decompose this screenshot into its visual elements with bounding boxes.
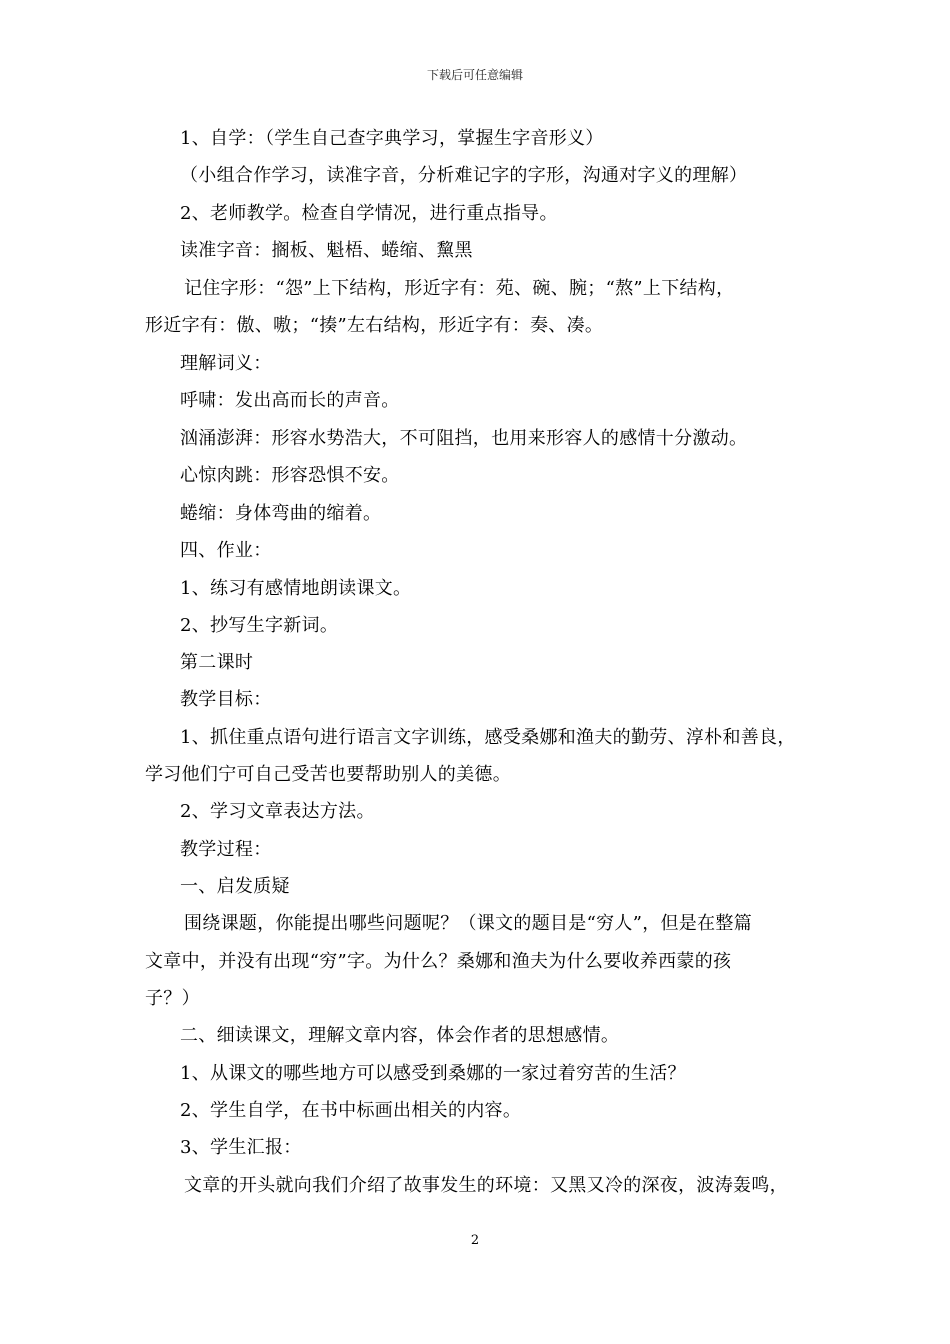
page-number: 2 [470, 1233, 480, 1248]
text-line: 四、作业： [180, 540, 272, 561]
text-line: 呼啸：发出高而长的声音。 [180, 390, 400, 411]
text-line: 教学过程： [180, 839, 272, 860]
text-line: 蜷缩：身体弯曲的缩着。 [180, 503, 382, 524]
text-line: （小组合作学习，读准字音，分析难记字的字形，沟通对字义的理解） [180, 165, 748, 186]
text-line: 记住字形：“怨”上下结构，形近字有：苑、碗、腕；“熬”上下结构， [184, 278, 735, 299]
text-line: 文章的开头就向我们介绍了故事发生的环境：又黑又冷的深夜，波涛轰鸣， [184, 1175, 788, 1196]
text-line: 汹涌澎湃：形容水势浩大，不可阻挡，也用来形容人的感情十分激动。 [180, 428, 748, 449]
text-line: 1、抓住重点语句进行语言文字训练，感受桑娜和渔夫的勤劳、淳朴和善良， [180, 727, 796, 748]
text-line: 文章中，并没有出现“穷”字。为什么？桑娜和渔夫为什么要收养西蒙的孩 [145, 951, 732, 972]
text-line: 3、学生汇报： [180, 1137, 302, 1158]
text-line: 心惊肉跳：形容恐惧不安。 [180, 465, 400, 486]
page-header: 下载后可任意编辑 [426, 68, 523, 82]
text-line: 2、抄写生字新词。 [180, 615, 339, 636]
text-line: 教学目标： [180, 689, 272, 710]
text-line: 1、自学：（学生自己查字典学习，掌握生字音形义） [180, 128, 604, 149]
text-line: 读准字音：搁板、魁梧、蜷缩、黧黑 [180, 240, 473, 261]
text-line: 学习他们宁可自己受苦也要帮助别人的美德。 [145, 764, 511, 785]
text-line: 一、启发质疑 [180, 876, 290, 897]
text-line: 1、从课文的哪些地方可以感受到桑娜的一家过着穷苦的生活？ [180, 1063, 686, 1084]
text-line: 二、细读课文，理解文章内容，体会作者的思想感情。 [180, 1025, 620, 1046]
text-line: 2、学生自学，在书中标画出相关的内容。 [180, 1100, 522, 1121]
text-line: 围绕课题，你能提出哪些问题呢？（课文的题目是“穷人”，但是在整篇 [184, 913, 753, 934]
text-line: 形近字有：傲、嗷；“揍”左右结构，形近字有：奏、凑。 [145, 315, 604, 336]
text-line: 理解词义： [180, 353, 272, 374]
text-line: 2、学习文章表达方法。 [180, 801, 375, 822]
text-line: 子？） [145, 988, 200, 1009]
text-line: 第二课时 [180, 652, 254, 673]
text-line: 1、练习有感情地朗读课文。 [180, 578, 412, 599]
text-line: 2、老师教学。检查自学情况，进行重点指导。 [180, 203, 558, 224]
